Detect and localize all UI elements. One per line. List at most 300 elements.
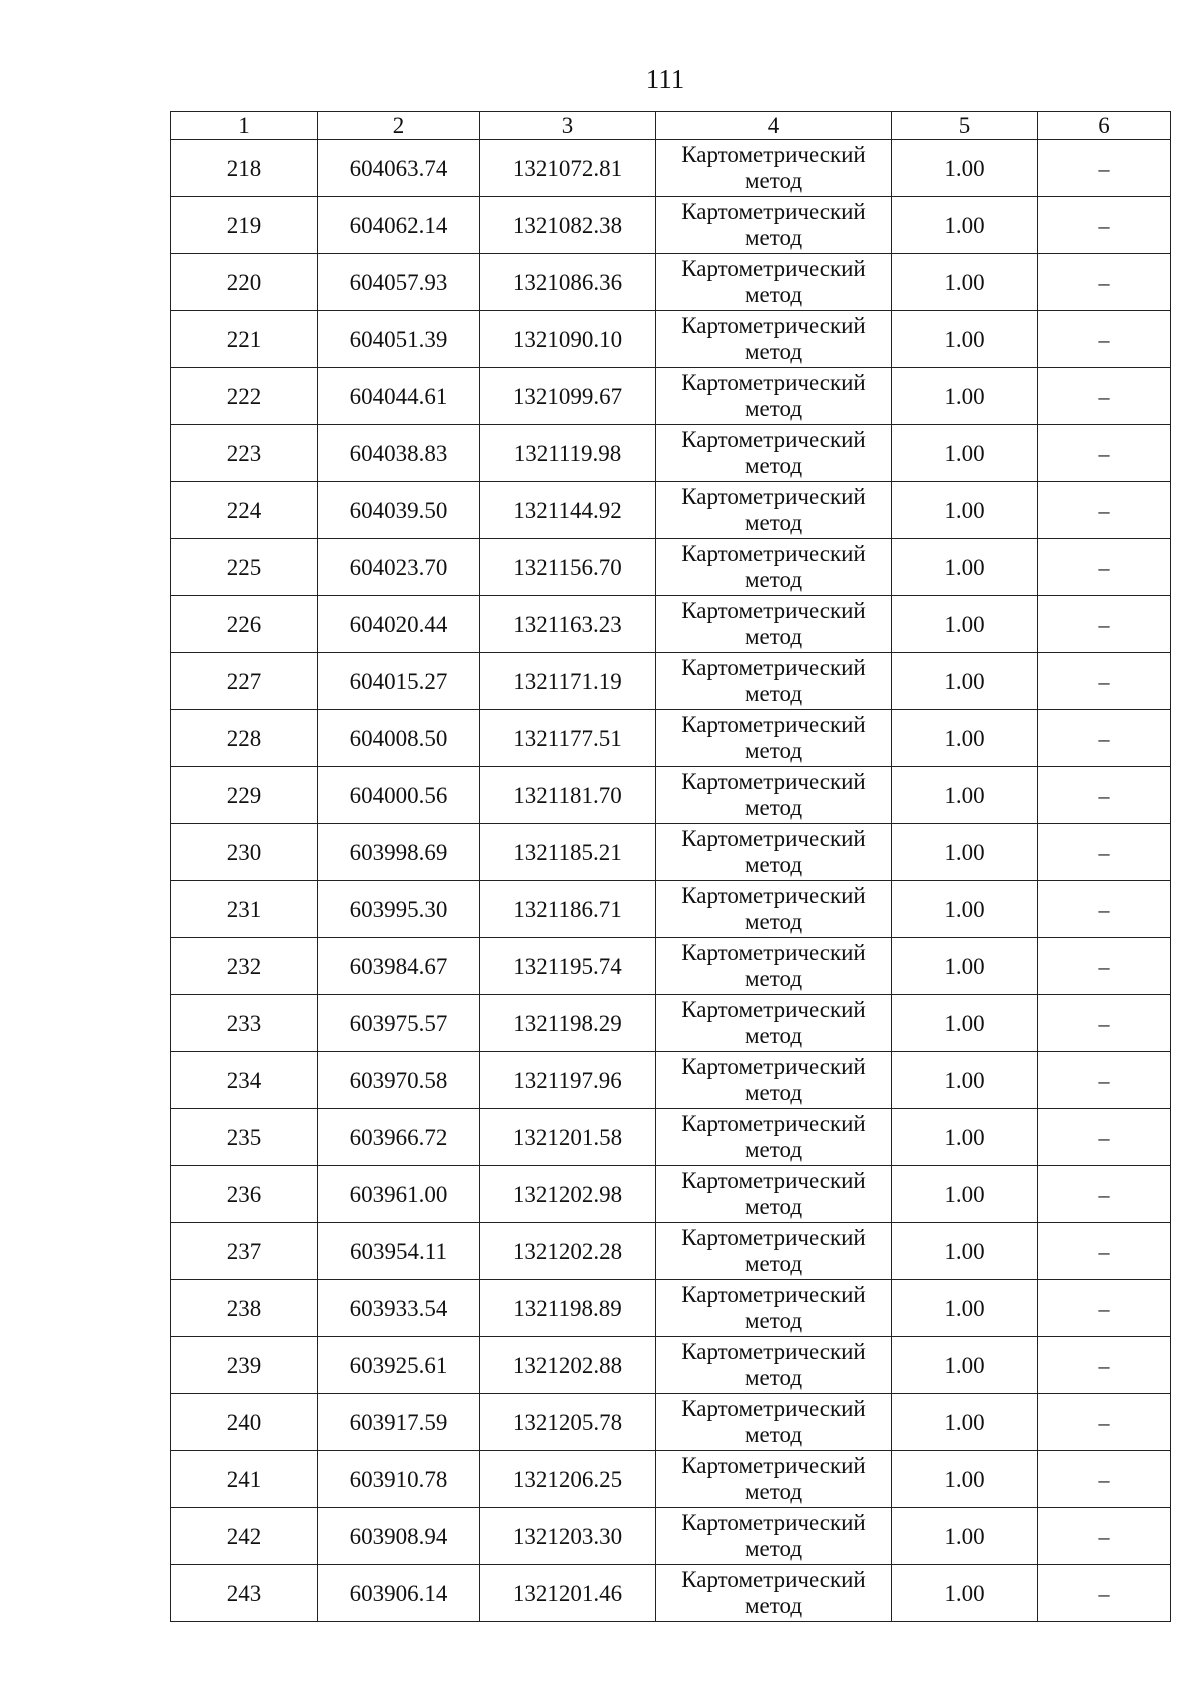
x-coordinate-cell — [318, 482, 480, 539]
x-coordinate-text: 603970.58 — [349, 1067, 448, 1093]
point-number-text: 238 — [226, 1295, 262, 1321]
table-row — [171, 425, 1171, 482]
point-number-text: 236 — [226, 1181, 262, 1207]
y-coordinate-text: 1321177.51 — [513, 725, 622, 751]
y-coordinate-text: 1321163.23 — [513, 611, 622, 637]
y-coordinate-text: 1321099.67 — [512, 383, 623, 409]
note-cell — [1038, 539, 1171, 596]
y-coordinate-text: 1321202.88 — [512, 1352, 623, 1378]
point-number-cell — [171, 1394, 318, 1451]
table-row — [171, 1166, 1171, 1223]
method-text: Картометрический метод — [681, 598, 866, 649]
x-coordinate-text: 603917.59 — [349, 1409, 448, 1435]
x-coordinate-cell — [318, 425, 480, 482]
x-coordinate-text: 603966.72 — [349, 1124, 448, 1150]
accuracy-text: 1.00 — [944, 953, 985, 979]
y-coordinate-cell — [480, 1223, 656, 1280]
table-row — [171, 1508, 1171, 1565]
point-number-text: 242 — [226, 1523, 262, 1549]
y-coordinate-cell — [480, 1166, 656, 1223]
note-cell — [1038, 824, 1171, 881]
y-coordinate-cell — [480, 1565, 656, 1622]
x-coordinate-cell — [318, 1223, 480, 1280]
x-coordinate-text: 603954.11 — [350, 1238, 447, 1264]
x-coordinate-text: 604051.39 — [349, 326, 448, 352]
note-text: – — [1098, 1238, 1110, 1264]
accuracy-text: 1.00 — [944, 1238, 985, 1264]
accuracy-cell — [892, 482, 1038, 539]
method-text: Картометрический метод — [681, 1453, 866, 1504]
point-number-cell — [171, 425, 318, 482]
point-number-text: 233 — [226, 1010, 262, 1036]
x-coordinate-cell — [318, 710, 480, 767]
method-cell — [656, 368, 892, 425]
header-row — [171, 112, 1171, 140]
y-coordinate-cell — [480, 938, 656, 995]
y-coordinate-text: 1321198.89 — [513, 1295, 622, 1321]
note-cell — [1038, 1394, 1171, 1451]
accuracy-text: 1.00 — [944, 611, 985, 637]
y-coordinate-text: 1321171.19 — [513, 668, 622, 694]
point-number-cell — [171, 938, 318, 995]
x-coordinate-text: 604044.61 — [349, 383, 448, 409]
y-coordinate-text: 1321198.29 — [513, 1010, 622, 1036]
y-coordinate-text: 1321086.36 — [512, 269, 623, 295]
method-cell — [656, 197, 892, 254]
x-coordinate-text: 603908.94 — [349, 1523, 448, 1549]
method-cell — [656, 596, 892, 653]
y-coordinate-cell — [480, 1280, 656, 1337]
accuracy-cell — [892, 197, 1038, 254]
x-coordinate-text: 603906.14 — [349, 1580, 448, 1606]
method-cell — [656, 938, 892, 995]
point-number-cell — [171, 1565, 318, 1622]
y-coordinate-cell — [480, 1052, 656, 1109]
x-coordinate-cell — [318, 1565, 480, 1622]
accuracy-cell — [892, 995, 1038, 1052]
method-cell — [656, 710, 892, 767]
method-text: Картометрический метод — [681, 997, 866, 1048]
note-cell — [1038, 482, 1171, 539]
point-number-text: 222 — [226, 383, 262, 409]
note-cell — [1038, 1565, 1171, 1622]
method-text: Картометрический метод — [681, 370, 866, 421]
y-coordinate-text: 1321119.98 — [513, 440, 622, 466]
note-text: – — [1098, 440, 1110, 466]
x-coordinate-text: 604008.50 — [349, 725, 448, 751]
accuracy-text: 1.00 — [944, 725, 985, 751]
accuracy-cell — [892, 140, 1038, 197]
x-coordinate-cell — [318, 1109, 480, 1166]
point-number-text: 239 — [226, 1352, 262, 1378]
x-coordinate-text: 603961.00 — [349, 1181, 448, 1207]
y-coordinate-text: 1321185.21 — [513, 839, 622, 865]
point-number-text: 220 — [226, 269, 262, 295]
point-number-text: 230 — [226, 839, 262, 865]
method-text: Картометрический метод — [681, 427, 866, 478]
note-cell — [1038, 368, 1171, 425]
accuracy-text: 1.00 — [944, 1124, 985, 1150]
method-text: Картометрический метод — [681, 940, 866, 991]
note-text: – — [1098, 383, 1110, 409]
y-coordinate-cell — [480, 710, 656, 767]
point-number-text: 221 — [226, 326, 262, 352]
note-text: – — [1098, 1124, 1110, 1150]
point-number-text: 219 — [226, 212, 262, 238]
table-row — [171, 596, 1171, 653]
point-number-text: 234 — [226, 1067, 262, 1093]
y-coordinate-text: 1321072.81 — [512, 155, 623, 181]
accuracy-text: 1.00 — [944, 212, 985, 238]
x-coordinate-cell — [318, 881, 480, 938]
method-text: Картометрический метод — [681, 1054, 866, 1105]
point-number-cell — [171, 767, 318, 824]
x-coordinate-cell — [318, 539, 480, 596]
method-cell — [656, 539, 892, 596]
note-cell — [1038, 653, 1171, 710]
accuracy-cell — [892, 1052, 1038, 1109]
accuracy-text: 1.00 — [944, 1295, 985, 1321]
note-cell — [1038, 425, 1171, 482]
accuracy-cell — [892, 938, 1038, 995]
y-coordinate-text: 1321090.10 — [512, 326, 623, 352]
method-cell — [656, 995, 892, 1052]
method-text: Картометрический метод — [681, 142, 866, 193]
y-coordinate-text: 1321202.28 — [512, 1238, 623, 1264]
note-text: – — [1098, 782, 1110, 808]
accuracy-text: 1.00 — [944, 782, 985, 808]
y-coordinate-text: 1321203.30 — [512, 1523, 623, 1549]
note-cell — [1038, 767, 1171, 824]
accuracy-text: 1.00 — [944, 1409, 985, 1435]
point-number-text: 232 — [226, 953, 262, 979]
x-coordinate-text: 604015.27 — [349, 668, 448, 694]
point-number-cell — [171, 710, 318, 767]
method-cell — [656, 482, 892, 539]
x-coordinate-cell — [318, 368, 480, 425]
table-row — [171, 1223, 1171, 1280]
x-coordinate-text: 603998.69 — [349, 839, 448, 865]
note-cell — [1038, 938, 1171, 995]
table-row — [171, 140, 1171, 197]
note-text: – — [1098, 1580, 1110, 1606]
y-coordinate-text: 1321195.74 — [513, 953, 622, 979]
note-text: – — [1098, 1010, 1110, 1036]
y-coordinate-text: 1321202.98 — [512, 1181, 623, 1207]
y-coordinate-cell — [480, 596, 656, 653]
note-text: – — [1098, 1466, 1110, 1492]
point-number-cell — [171, 482, 318, 539]
point-number-cell — [171, 1508, 318, 1565]
method-cell — [656, 1223, 892, 1280]
point-number-text: 243 — [226, 1580, 262, 1606]
accuracy-text: 1.00 — [944, 1580, 985, 1606]
x-coordinate-cell — [318, 938, 480, 995]
table-row — [171, 938, 1171, 995]
accuracy-cell — [892, 767, 1038, 824]
accuracy-text: 1.00 — [944, 383, 985, 409]
y-coordinate-cell — [480, 482, 656, 539]
method-text: Картометрический метод — [681, 826, 866, 877]
point-number-cell — [171, 596, 318, 653]
method-text: Картометрический метод — [681, 484, 866, 535]
header-cell-5: 5 — [892, 112, 1038, 140]
accuracy-text: 1.00 — [944, 1523, 985, 1549]
method-cell — [656, 1451, 892, 1508]
point-number-text: 225 — [226, 554, 262, 580]
point-number-text: 240 — [226, 1409, 262, 1435]
note-cell — [1038, 995, 1171, 1052]
method-text: Картометрический метод — [681, 655, 866, 706]
table-row — [171, 1394, 1171, 1451]
accuracy-cell — [892, 254, 1038, 311]
note-cell — [1038, 140, 1171, 197]
method-text: Картометрический метод — [681, 769, 866, 820]
method-cell — [656, 1109, 892, 1166]
x-coordinate-text: 603925.61 — [349, 1352, 448, 1378]
note-cell — [1038, 1280, 1171, 1337]
note-text: – — [1098, 1295, 1110, 1321]
method-cell — [656, 140, 892, 197]
note-text: – — [1098, 326, 1110, 352]
accuracy-cell — [892, 1337, 1038, 1394]
method-text: Картометрический метод — [681, 1282, 866, 1333]
x-coordinate-text: 604038.83 — [349, 440, 448, 466]
x-coordinate-cell — [318, 254, 480, 311]
point-number-text: 227 — [226, 668, 262, 694]
method-cell — [656, 254, 892, 311]
accuracy-text: 1.00 — [944, 269, 985, 295]
point-number-cell — [171, 653, 318, 710]
point-number-text: 218 — [226, 155, 262, 181]
point-number-cell — [171, 140, 318, 197]
method-text: Картометрический метод — [681, 541, 866, 592]
note-text: – — [1098, 1409, 1110, 1435]
x-coordinate-cell — [318, 197, 480, 254]
y-coordinate-cell — [480, 254, 656, 311]
method-cell — [656, 881, 892, 938]
table-row — [171, 767, 1171, 824]
y-coordinate-cell — [480, 881, 656, 938]
accuracy-text: 1.00 — [944, 839, 985, 865]
note-text: – — [1098, 611, 1110, 637]
point-number-cell — [171, 1280, 318, 1337]
accuracy-cell — [892, 1109, 1038, 1166]
y-coordinate-text: 1321186.71 — [513, 896, 622, 922]
x-coordinate-text: 604000.56 — [349, 782, 448, 808]
y-coordinate-cell — [480, 1337, 656, 1394]
point-number-text: 229 — [226, 782, 262, 808]
x-coordinate-text: 603975.57 — [349, 1010, 448, 1036]
note-cell — [1038, 1508, 1171, 1565]
x-coordinate-cell — [318, 596, 480, 653]
accuracy-text: 1.00 — [944, 440, 985, 466]
note-cell — [1038, 311, 1171, 368]
method-text: Картометрический метод — [681, 1396, 866, 1447]
point-number-cell — [171, 824, 318, 881]
point-number-cell — [171, 1166, 318, 1223]
x-coordinate-text: 604063.74 — [349, 155, 448, 181]
method-text: Картометрический метод — [681, 1168, 866, 1219]
x-coordinate-text: 604062.14 — [349, 212, 448, 238]
method-text: Картометрический метод — [681, 1339, 866, 1390]
point-number-cell — [171, 368, 318, 425]
table-row — [171, 824, 1171, 881]
x-coordinate-cell — [318, 995, 480, 1052]
method-cell — [656, 767, 892, 824]
method-text: Картометрический метод — [681, 1567, 866, 1618]
note-text: – — [1098, 1523, 1110, 1549]
x-coordinate-cell — [318, 767, 480, 824]
table-row — [171, 368, 1171, 425]
header-cell-6: 6 — [1038, 112, 1171, 140]
point-number-cell — [171, 539, 318, 596]
y-coordinate-text: 1321197.96 — [513, 1067, 622, 1093]
coordinates-table — [170, 111, 1171, 1622]
table-row — [171, 1337, 1171, 1394]
point-number-cell — [171, 995, 318, 1052]
note-cell — [1038, 1451, 1171, 1508]
point-number-cell — [171, 881, 318, 938]
note-cell — [1038, 596, 1171, 653]
y-coordinate-text: 1321201.58 — [512, 1124, 623, 1150]
x-coordinate-text: 603984.67 — [349, 953, 448, 979]
accuracy-cell — [892, 710, 1038, 767]
note-text: – — [1098, 953, 1110, 979]
accuracy-cell — [892, 824, 1038, 881]
point-number-cell — [171, 1109, 318, 1166]
table-row — [171, 1280, 1171, 1337]
y-coordinate-text: 1321156.70 — [513, 554, 622, 580]
table-row — [171, 1565, 1171, 1622]
method-text: Картометрический метод — [681, 1225, 866, 1276]
point-number-cell — [171, 311, 318, 368]
x-coordinate-cell — [318, 1451, 480, 1508]
y-coordinate-cell — [480, 1109, 656, 1166]
accuracy-text: 1.00 — [944, 554, 985, 580]
accuracy-cell — [892, 1508, 1038, 1565]
method-cell — [656, 1508, 892, 1565]
method-text: Картометрический метод — [681, 712, 866, 763]
y-coordinate-cell — [480, 824, 656, 881]
method-text: Картометрический метод — [681, 199, 866, 250]
accuracy-cell — [892, 425, 1038, 482]
accuracy-text: 1.00 — [944, 326, 985, 352]
point-number-cell — [171, 254, 318, 311]
note-cell — [1038, 710, 1171, 767]
x-coordinate-text: 603995.30 — [349, 896, 448, 922]
note-text: – — [1098, 1181, 1110, 1207]
point-number-text: 241 — [226, 1466, 262, 1492]
note-text: – — [1098, 1352, 1110, 1378]
y-coordinate-text: 1321206.25 — [512, 1466, 623, 1492]
note-text: – — [1098, 725, 1110, 751]
accuracy-cell — [892, 881, 1038, 938]
x-coordinate-text: 604020.44 — [349, 611, 448, 637]
table-body — [171, 140, 1171, 1622]
accuracy-text: 1.00 — [944, 155, 985, 181]
page-number: 111 — [645, 64, 685, 94]
x-coordinate-cell — [318, 824, 480, 881]
method-cell — [656, 1394, 892, 1451]
method-text: Картометрический метод — [681, 256, 866, 307]
method-cell — [656, 1166, 892, 1223]
table-row — [171, 197, 1171, 254]
y-coordinate-text: 1321082.38 — [512, 212, 623, 238]
x-coordinate-cell — [318, 1394, 480, 1451]
y-coordinate-cell — [480, 1508, 656, 1565]
header-cell-2: 2 — [318, 112, 480, 140]
accuracy-cell — [892, 596, 1038, 653]
accuracy-text: 1.00 — [944, 1466, 985, 1492]
point-number-text: 223 — [226, 440, 262, 466]
x-coordinate-cell — [318, 311, 480, 368]
note-text: – — [1098, 212, 1110, 238]
accuracy-text: 1.00 — [944, 1352, 985, 1378]
accuracy-cell — [892, 653, 1038, 710]
y-coordinate-text: 1321205.78 — [512, 1409, 623, 1435]
method-cell — [656, 425, 892, 482]
point-number-text: 228 — [226, 725, 262, 751]
point-number-text: 235 — [226, 1124, 262, 1150]
x-coordinate-cell — [318, 1166, 480, 1223]
table-row — [171, 1052, 1171, 1109]
method-cell — [656, 311, 892, 368]
header-cell-1: 1 — [171, 112, 318, 140]
accuracy-cell — [892, 368, 1038, 425]
note-cell — [1038, 1166, 1171, 1223]
table-row — [171, 710, 1171, 767]
x-coordinate-cell — [318, 140, 480, 197]
x-coordinate-text: 603933.54 — [349, 1295, 448, 1321]
method-cell — [656, 824, 892, 881]
table-row — [171, 254, 1171, 311]
method-cell — [656, 653, 892, 710]
note-cell — [1038, 1223, 1171, 1280]
note-cell — [1038, 197, 1171, 254]
note-text: – — [1098, 554, 1110, 580]
accuracy-cell — [892, 1280, 1038, 1337]
point-number-cell — [171, 1223, 318, 1280]
x-coordinate-cell — [318, 653, 480, 710]
accuracy-text: 1.00 — [944, 1067, 985, 1093]
table-row — [171, 653, 1171, 710]
point-number-cell — [171, 1052, 318, 1109]
y-coordinate-cell — [480, 767, 656, 824]
note-cell — [1038, 1337, 1171, 1394]
note-text: – — [1098, 839, 1110, 865]
method-text: Картометрический метод — [681, 883, 866, 934]
y-coordinate-cell — [480, 1451, 656, 1508]
note-cell — [1038, 254, 1171, 311]
accuracy-text: 1.00 — [944, 497, 985, 523]
x-coordinate-text: 604057.93 — [349, 269, 448, 295]
note-cell — [1038, 1109, 1171, 1166]
method-text: Картометрический метод — [681, 313, 866, 364]
y-coordinate-cell — [480, 311, 656, 368]
note-text: – — [1098, 497, 1110, 523]
y-coordinate-cell — [480, 995, 656, 1052]
note-text: – — [1098, 155, 1110, 181]
accuracy-cell — [892, 1166, 1038, 1223]
note-text: – — [1098, 1067, 1110, 1093]
header-cell-3: 3 — [480, 112, 656, 140]
table-row — [171, 1451, 1171, 1508]
x-coordinate-text: 603910.78 — [349, 1466, 448, 1492]
y-coordinate-cell — [480, 539, 656, 596]
x-coordinate-cell — [318, 1280, 480, 1337]
accuracy-cell — [892, 1223, 1038, 1280]
